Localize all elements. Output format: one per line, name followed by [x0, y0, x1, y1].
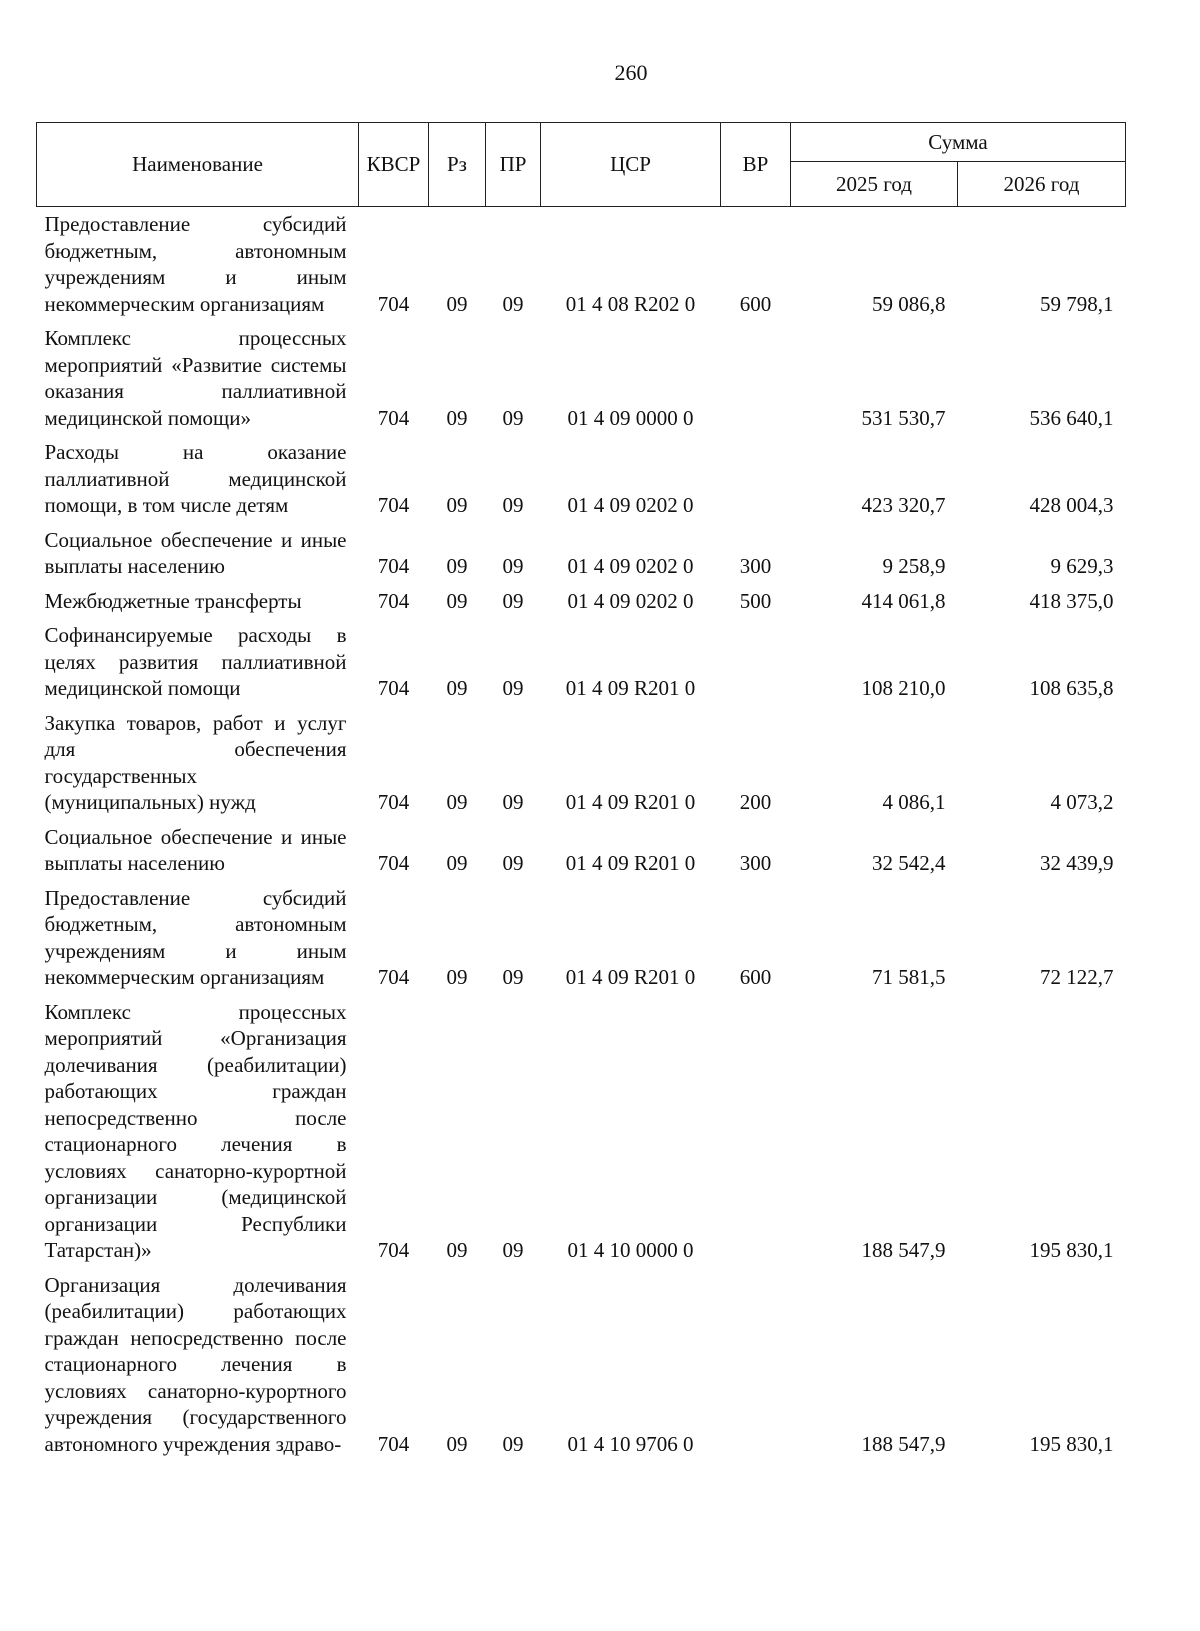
row-kvsr: 704 [377, 1431, 410, 1456]
row-kvsr: 704 [377, 588, 410, 613]
row-amount-2026: 536 640,1 [1029, 405, 1114, 430]
row-pr: 09 [502, 790, 524, 814]
row-kvsr: 704 [377, 676, 410, 700]
row-csr: 01 4 08 R202 0 [565, 291, 696, 316]
row-vr: 300 [739, 554, 772, 578]
row-name: Межбюджетные трансферты [44, 588, 302, 613]
row-pr: 09 [502, 554, 524, 578]
header-vr: ВР [721, 123, 791, 207]
table-row [37, 710, 1126, 824]
row-rz: 09 [446, 405, 468, 430]
row-rz: 09 [446, 676, 468, 700]
row-pr: 09 [502, 851, 524, 875]
row-vr [721, 439, 791, 527]
row-amount-2025: 414 061,8 [861, 588, 946, 613]
row-rz: 09 [446, 965, 468, 989]
table-row [37, 824, 1126, 885]
header-name: Наименование [37, 123, 359, 207]
table-row [37, 207, 1126, 326]
row-kvsr: 704 [377, 554, 410, 578]
row-amount-2026: 32 439,9 [1040, 851, 1114, 875]
header-sum: Сумма [791, 123, 1126, 162]
table-row [37, 999, 1126, 1272]
row-amount-2026: 195 830,1 [1029, 1431, 1114, 1456]
row-name: Предоставление субсидий бюджетным, автономным учреждениям и иным некоммерческим организациям [44, 212, 347, 316]
table-body [37, 207, 1126, 1466]
row-pr: 09 [502, 291, 524, 316]
header-kvsr: КВСР [359, 123, 429, 207]
row-csr: 01 4 09 0000 0 [567, 405, 694, 430]
row-amount-2025: 32 542,4 [872, 851, 946, 875]
row-rz: 09 [446, 493, 468, 517]
row-name: Расходы на оказание паллиативной медицинской помощи, в том числе детям [44, 440, 347, 517]
row-amount-2026: 418 375,0 [1029, 588, 1114, 613]
row-rz: 09 [446, 1431, 468, 1456]
row-kvsr: 704 [377, 405, 410, 430]
table-header [37, 123, 1126, 207]
row-amount-2025: 71 581,5 [872, 965, 946, 989]
row-csr: 01 4 09 0202 0 [567, 588, 694, 613]
row-vr [721, 325, 791, 439]
row-rz: 09 [446, 291, 468, 316]
table-row [37, 588, 1126, 623]
row-rz: 09 [446, 790, 468, 814]
table-row [37, 527, 1126, 588]
row-pr: 09 [502, 588, 524, 613]
row-csr: 01 4 09 R201 0 [565, 790, 696, 814]
row-amount-2025: 59 086,8 [872, 291, 946, 316]
row-vr: 200 [739, 790, 772, 814]
row-amount-2026: 72 122,7 [1040, 965, 1114, 989]
row-csr: 01 4 09 0202 0 [567, 554, 694, 578]
row-csr: 01 4 10 9706 0 [567, 1431, 694, 1456]
table-row [37, 885, 1126, 999]
row-vr: 500 [739, 588, 772, 613]
header-year-2025: 2025 год [791, 162, 958, 207]
row-kvsr: 704 [377, 790, 410, 814]
row-pr: 09 [502, 405, 524, 430]
row-name: Софинансируемые расходы в целях развития паллиативной медицинской помощи [44, 623, 347, 700]
row-csr: 01 4 09 R201 0 [565, 851, 696, 875]
row-kvsr: 704 [377, 965, 410, 989]
row-kvsr: 704 [377, 1238, 410, 1262]
row-csr: 01 4 09 0202 0 [567, 493, 694, 517]
row-rz: 09 [446, 554, 468, 578]
row-amount-2025: 423 320,7 [861, 493, 946, 517]
row-vr: 300 [739, 851, 772, 875]
row-name: Закупка товаров, работ и услуг для обеспечения государственных (муниципальных) нужд [44, 710, 347, 814]
budget-table [36, 122, 1126, 1465]
header-pr: ПР [486, 123, 541, 207]
row-name: Организация долечивания (реабилитации) работающих граждан непосредственно после стационарного лечения в условиях санаторно-курортного учреждения (государственного автономного учреждения здраво- [44, 1272, 347, 1456]
page-number: 260 [614, 60, 648, 85]
row-amount-2026: 108 635,8 [1029, 676, 1114, 700]
row-name: Социальное обеспечение и иные выплаты населению [44, 527, 347, 578]
row-kvsr: 704 [377, 851, 410, 875]
row-pr: 09 [502, 1238, 524, 1262]
row-vr: 600 [739, 291, 772, 316]
row-csr: 01 4 09 R201 0 [565, 965, 696, 989]
row-rz: 09 [446, 1238, 468, 1262]
row-amount-2026: 59 798,1 [1040, 291, 1114, 316]
row-name: Комплекс процессных мероприятий «Организация долечивания (реабилитации) работающих граждан непосредственно после стационарного лечения в условиях санаторно-курортной организации (медицинской организации Республики Татарстан)» [44, 999, 347, 1262]
row-rz: 09 [446, 588, 468, 613]
row-amount-2025: 4 086,1 [882, 790, 946, 814]
row-rz: 09 [446, 851, 468, 875]
table-row [37, 325, 1126, 439]
row-pr: 09 [502, 965, 524, 989]
row-amount-2025: 108 210,0 [861, 676, 946, 700]
row-amount-2025: 531 530,7 [861, 405, 946, 430]
row-pr: 09 [502, 676, 524, 700]
row-amount-2026: 428 004,3 [1029, 493, 1114, 517]
row-name: Предоставление субсидий бюджетным, автономным учреждениям и иным некоммерческим организациям [44, 885, 347, 989]
header-csr: ЦСР [541, 123, 721, 207]
table-row [37, 439, 1126, 527]
row-amount-2026: 195 830,1 [1029, 1238, 1114, 1262]
row-csr: 01 4 09 R201 0 [565, 676, 696, 700]
row-vr [721, 1272, 791, 1466]
row-amount-2025: 188 547,9 [861, 1431, 946, 1456]
row-amount-2026: 4 073,2 [1050, 790, 1114, 814]
row-vr: 600 [739, 965, 772, 989]
row-kvsr: 704 [377, 493, 410, 517]
table-row [37, 622, 1126, 710]
row-vr [721, 999, 791, 1272]
row-amount-2025: 188 547,9 [861, 1238, 946, 1262]
row-amount-2025: 9 258,9 [882, 554, 946, 578]
header-year-2026: 2026 год [958, 162, 1126, 207]
row-name: Социальное обеспечение и иные выплаты населению [44, 824, 347, 875]
table-row [37, 1272, 1126, 1466]
row-csr: 01 4 10 0000 0 [567, 1238, 694, 1262]
row-amount-2026: 9 629,3 [1050, 554, 1114, 578]
row-vr [721, 622, 791, 710]
row-kvsr: 704 [377, 291, 410, 316]
header-rz: Рз [429, 123, 486, 207]
row-pr: 09 [502, 493, 524, 517]
row-pr: 09 [502, 1431, 524, 1456]
row-name: Комплекс процессных мероприятий «Развитие системы оказания паллиативной медицинской помощи» [44, 326, 347, 430]
